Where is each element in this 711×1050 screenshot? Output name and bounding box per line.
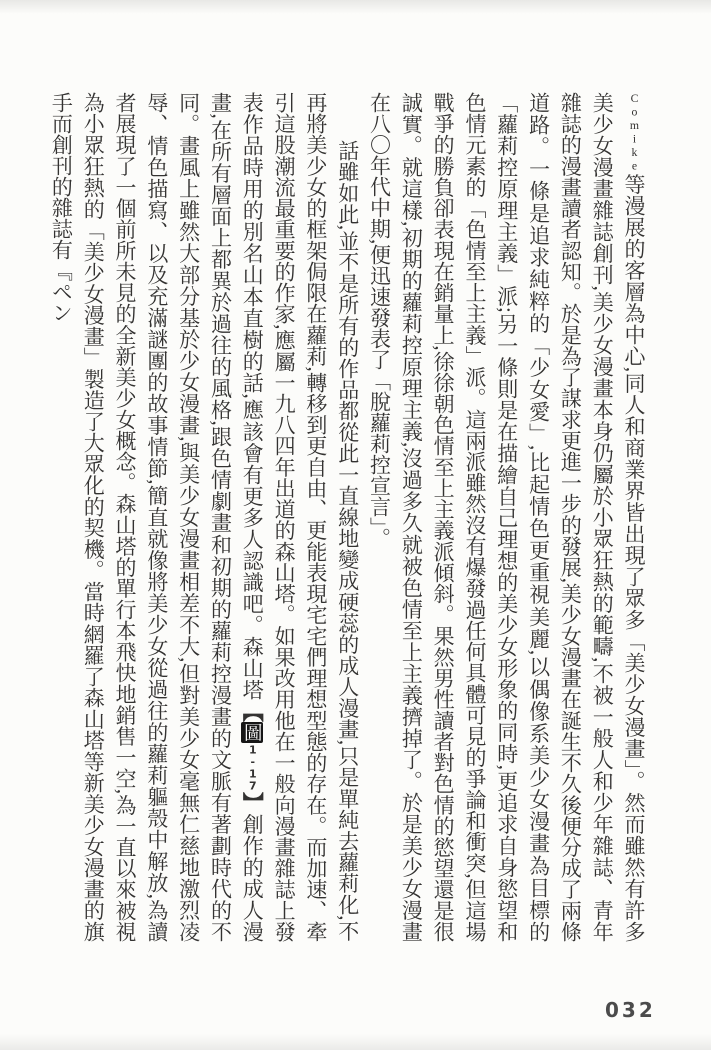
paragraph-1: [363, 92, 649, 942]
paragraph-2-text-before-figure: 話雖如此,並不是所有的作品都從此一直線地變成硬蕊的成人漫畫,只是單純去蘿莉化,不再將美少女的框架侷限在蘿莉,轉移到更自由、更能表現宅宅們理想型態的存在。而加速、牽引這股潮流最重要的作家,應屬一九八四年出道的森山塔。如果改用他在一般向漫畫雜誌上發表作品時用的別名山本直樹的話,應該會有更多人認識吧。森山塔: [240, 92, 360, 942]
scan-shadow-top: [0, 0, 711, 14]
figure-ref-label-box: 圖: [242, 723, 263, 743]
article-text-block: [45, 92, 649, 942]
latin-lead-text: Comike: [628, 92, 641, 173]
paragraph-2-text-after-figure: 創作的成人漫畫,在所有層面上都異於過往的風格,跟色情劇畫和初期的蘿莉控漫畫的文脈有著劃時代的不同。畫風上雖然大部分基於少女漫畫,與美少女漫畫相差不大,但對美少女毫無仁慈地激烈凌辱、情色描寫、以及充滿謎團的故事情節,簡直就像將美少女從過往的蘿莉軀殼中解放,為讀者展現了一個前所未見的全新美少女概念。森山塔的單行本飛快地銷售一空,為一直以來被視為小眾狂熱的「美少女漫畫」製造了大眾化的契機。當時網羅了森山塔等新美少女漫畫的旗手而創刊的雜誌有『ペン: [49, 92, 265, 943]
figure-ref-close-bracket: 】: [240, 791, 265, 814]
paragraph-1-text: 等漫展的客層為中心,同人和商業界皆出現了眾多「美少女漫畫」。然而雖然有許多美少女漫畫雜誌創刊,美少女漫畫本身仍屬於小眾狂熱的範疇,不被一般人和少年雜誌、青年雜誌的漫畫讀者認知。於是為了謀求更進一步的發展,美少女漫畫在誕生不久後便分成了兩條道路。一條是追求純粹的「少女愛」,比起情色更重視美麗,以偶像系美少女漫畫為目標的「蘿莉控原理主義」派;另一條則是在描繪自己理想的美少女形象的同時,更追求自身慾望和色情元素的「色情至上主義」派。這兩派雖然沒有爆發過任何具體可見的爭論和衝突,但這場戰爭的勝負卻表現在銷量上,徐徐朝色情至上主義派傾斜。果然男性讀者對色情的慾望還是很誠實。就這樣,初期的蘿莉控原理主義,沒過多久就被色情至上主義擠掉了。於是美少女漫畫在八〇年代中期,便迅速發表了「脫蘿莉控宣言」。: [367, 92, 646, 942]
figure-ref-open-bracket: 【: [240, 700, 265, 723]
page-number: 032: [605, 998, 656, 1022]
scan-shadow-bottom: [0, 1034, 711, 1050]
figure-ref-number: 1-17: [246, 743, 260, 792]
paragraph-2: [45, 92, 363, 942]
figure-reference: [240, 701, 264, 814]
